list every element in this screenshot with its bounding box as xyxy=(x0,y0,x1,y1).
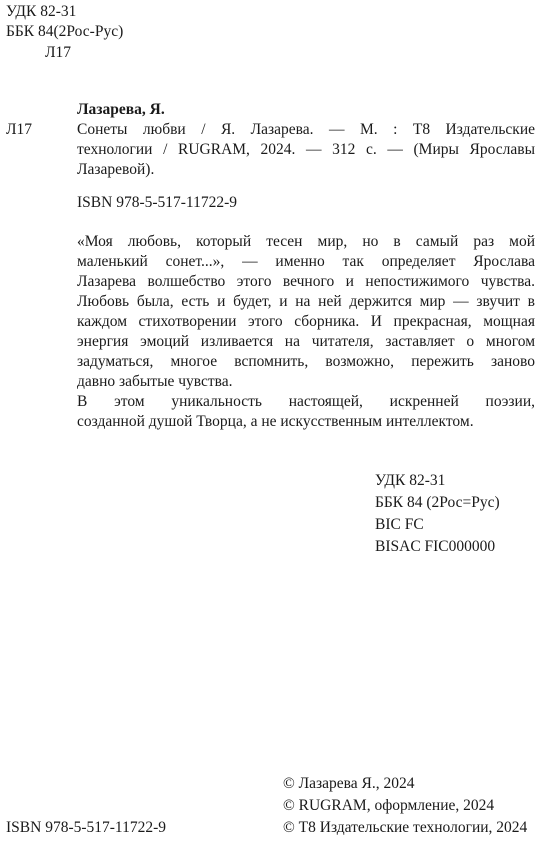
isbn-record: ISBN 978-5-517-11722-9 xyxy=(77,194,238,211)
author-sign-top: Л17 xyxy=(45,44,72,61)
bbk-code: ББК 84 (2Рос=Рус) xyxy=(375,494,500,511)
isbn-footer: ISBN 978-5-517-11722-9 xyxy=(6,819,167,836)
author-name xyxy=(77,100,165,120)
copyright-author: © Лазарева Я., 2024 xyxy=(283,775,415,792)
annotation-p2-line-1: В этом уникальность настоящей, искренней поэзии, xyxy=(77,393,535,410)
copyright-publisher: © Т8 Издательские технологии, 2024 xyxy=(283,819,528,836)
description-line-3: Лазаревой). xyxy=(77,161,155,178)
description-line-1: Сонеты любви / Я. Лазарева. — М. : Т8 Издательские xyxy=(77,121,535,138)
udk-code: УДК 82-31 xyxy=(375,472,446,489)
annotation-line-8: давно забытые чувства. xyxy=(77,373,233,390)
bisac-code: BISAC FIC000000 xyxy=(375,538,496,555)
author-heading: Лазарева, Я. xyxy=(77,101,165,118)
annotation-line-4: Любовь была, есть и будет, и на ней держится мир — звучит в xyxy=(77,293,535,310)
author-sign: Л17 xyxy=(6,121,33,138)
copyright-rugram: © RUGRAM, оформление, 2024 xyxy=(283,797,495,814)
description-line-2: технологии / RUGRAM, 2024. — 312 с. — (Миры Ярославы xyxy=(77,141,535,158)
annotation-line-6: энергия эмоций изливается на читателя, заставляет о многом xyxy=(77,333,535,350)
annotation-line-2: маленький сонет...», — именно так определяет Ярослава xyxy=(77,253,535,270)
annotation-p2-line-2: созданной душой Творца, а не искусственным интеллектом. xyxy=(77,413,474,430)
annotation-line-5: каждом стихотворении этого сборника. И прекрасная, мощная xyxy=(77,313,535,330)
bic-code: BIC FC xyxy=(375,516,424,533)
annotation-line-1: «Моя любовь, который тесен мир, но в самый раз мой xyxy=(77,233,535,250)
udk-code-top: УДК 82-31 xyxy=(6,3,77,20)
annotation-line-3: Лазарева волшебство этого вечного и непостижимого чувства. xyxy=(77,273,535,290)
bbk-code-top: ББК 84(2Рос-Рус) xyxy=(6,23,124,40)
annotation-line-7: задуматься, многое вспомнить, возможно, пережить заново xyxy=(77,353,535,370)
